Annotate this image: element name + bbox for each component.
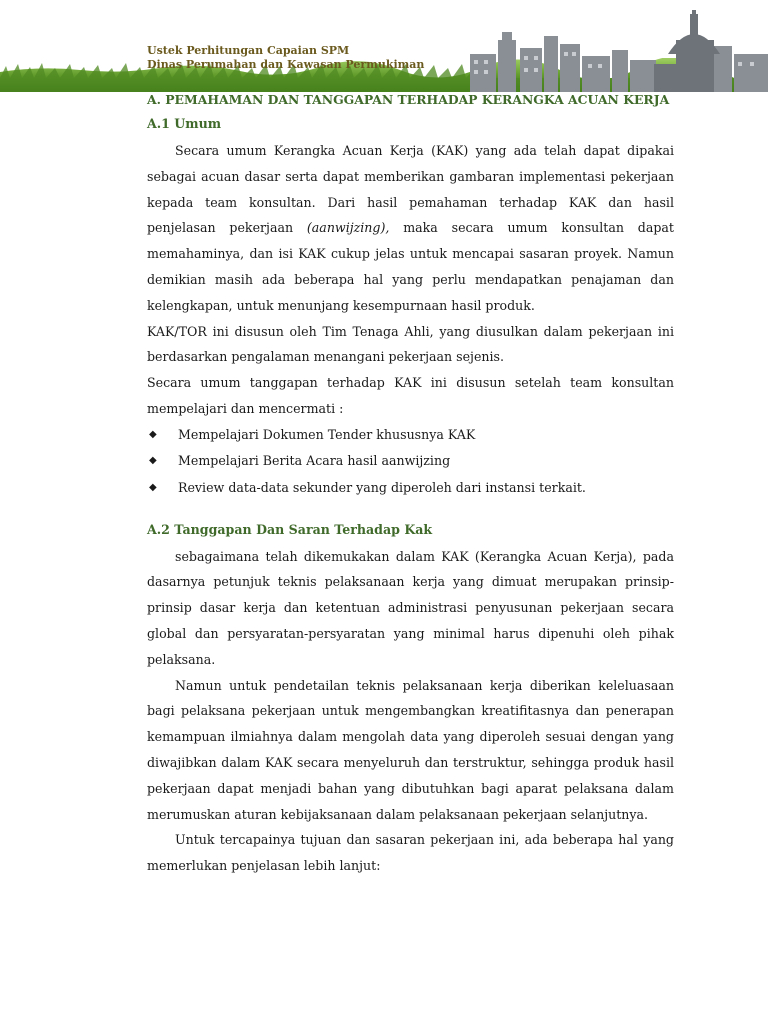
city-skyline-graphic xyxy=(440,10,768,92)
list-item-text: Mempelajari Berita Acara hasil aanwijzing xyxy=(178,453,451,469)
page-header xyxy=(0,0,768,92)
paragraph-a1-1-text-b: maka secara umum konsultan dapat memahaminya, dan isi KAK cukup jelas untuk mencapai sasaran proyek. Namun demikian masih ada beberapa hal yang perlu mendapatkan penajaman dan kelengkapan, untuk menunjang kesempurnaan hasil produk. xyxy=(147,220,674,313)
paragraph-a2-2: Namun untuk pendetailan teknis pelaksanaan kerja diberikan keleluasaan bagi pelaksana pekerjaan untuk mengembangkan kreatifitasnya dan penerapan kemampuan ilmiahnya dalam mengolah data yang diperoleh sesuai dengan yang diwajibkan dalam KAK secara menyeluruh dan terstruktur, sehingga produk hasil pekerjaan dapat menjadi bahan yang dibutuhkan bagi aparat pelaksana dalam merumuskan aturan kebijaksanaan dalam pelaksanaan pekerjaan selanjutnya. xyxy=(147,677,674,822)
subsection-a1-title: A.1 Umum xyxy=(147,116,222,131)
paragraph-a2-3: Untuk tercapainya tujuan dan sasaran pekerjaan ini, ada beberapa hal yang memerlukan penjelasan lebih lanjut: xyxy=(147,832,674,874)
paragraph-a1-1 xyxy=(147,138,674,319)
paragraph-a1-2: KAK/TOR ini disusun oleh Tim Tenaga Ahli, yang diusulkan dalam pekerjaan ini berdasarkan pengalaman menangani pekerjaan sejenis. xyxy=(147,323,674,365)
diamond-bullet-icon: ◆ xyxy=(149,428,157,440)
review-list xyxy=(147,422,674,502)
diamond-bullet-icon: ◆ xyxy=(149,481,157,493)
list-item-text: Mempelajari Dokumen Tender khususnya KAK xyxy=(178,426,476,442)
aanwijzing-term: (aanwijzing), xyxy=(306,220,390,236)
list-item xyxy=(147,448,674,475)
document-body xyxy=(147,90,674,879)
paragraph-a1-1-text-a: Secara umum Kerangka Acuan Kerja (KAK) yang ada telah dapat dipakai sebagai acuan dasar serta dapat memberikan gambaran implementasi pekerjaan kepada team konsultan. Dari hasil pemahaman terhadap KAK dan hasil penjelasan pekerjaan xyxy=(147,143,674,236)
section-a-title: A. PEMAHAMAN DAN TANGGAPAN TERHADAP KERANGKA ACUAN KERJA xyxy=(147,92,670,107)
header-project-title: Ustek Perhitungan Capaian SPM xyxy=(147,44,350,57)
list-item-text: Review data-data sekunder yang diperoleh dari instansi terkait. xyxy=(178,479,586,495)
header-agency-name: Dinas Perumahan dan Kawasan Permukiman xyxy=(147,58,425,71)
paragraph-a1-3: Secara umum tanggapan terhadap KAK ini disusun setelah team konsultan mempelajari dan mencermati : xyxy=(147,375,674,416)
list-item xyxy=(147,422,674,449)
list-item xyxy=(147,475,674,502)
paragraph-a2-1: sebagaimana telah dikemukakan dalam KAK (Kerangka Acuan Kerja), pada dasarnya petunjuk teknis pelaksanaan kerja yang dimuat merupakan prinsip-prinsip dasar kerja dan ketentuan administrasi penyusunan pekerjaan secara global dan persyaratan-persyaratan yang minimal harus dipenuhi oleh pihak pelaksana. xyxy=(147,548,674,667)
subsection-a2-title: A.2 Tanggapan Dan Saran Terhadap Kak xyxy=(147,521,433,537)
diamond-bullet-icon: ◆ xyxy=(149,455,157,467)
